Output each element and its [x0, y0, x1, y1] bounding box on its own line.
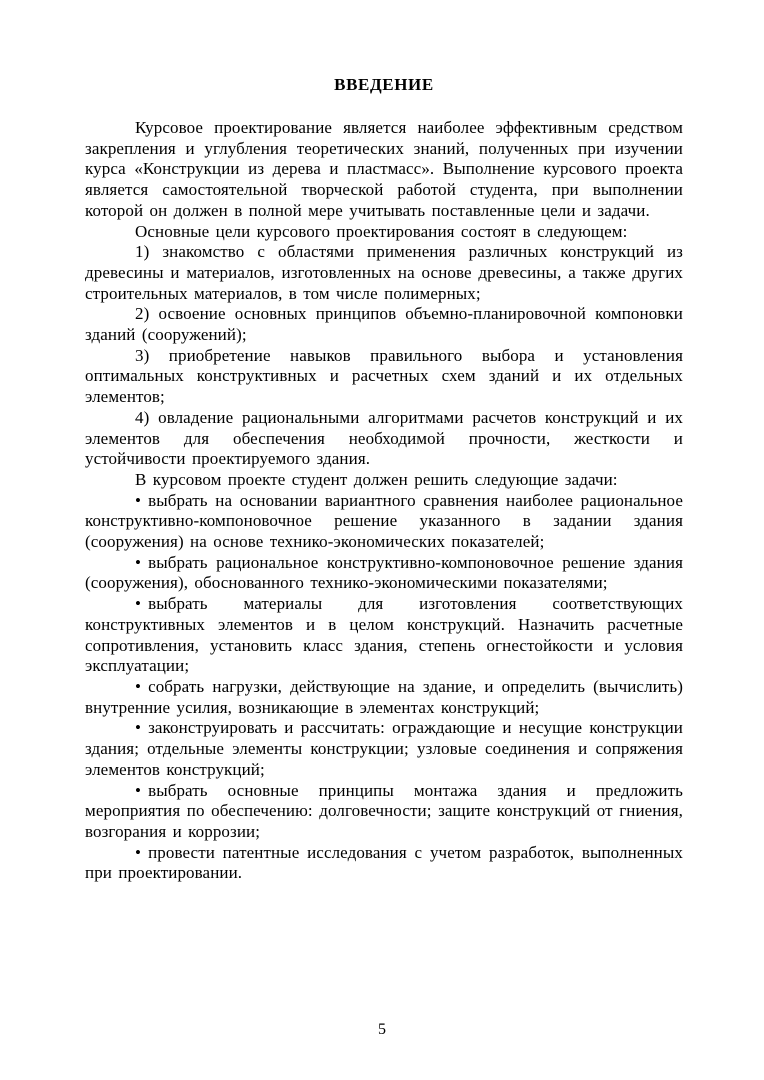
paragraph: В курсовом проекте студент должен решить следующие задачи: — [135, 469, 618, 489]
page-title: ВВЕДЕНИЕ — [334, 75, 434, 94]
bullet-marker: • — [135, 718, 142, 738]
bullet-marker: • — [135, 780, 142, 800]
bullet-item-text: законструировать и рассчитать: ограждающие и несущие конструкции здания; отдельные элементы конструкции; узловые соединения и сопряжения элементов конструкций; — [85, 718, 683, 779]
bullet-marker: • — [135, 594, 142, 614]
document-body — [85, 118, 683, 884]
bullet-item — [85, 718, 683, 780]
numbered-item: 1) знакомство с областями применения различных конструкций из древесины и материалов, изготовленных на основе древесины, а также других строительных материалов, в том числе полимерных; — [85, 242, 683, 303]
document-content — [85, 74, 683, 884]
bullet-marker: • — [135, 676, 142, 696]
bullet-item — [85, 677, 683, 718]
paragraph: Курсовое проектирование является наиболее эффективным средством закрепления и углубления теоретических знаний, полученных при изучении курса «Конструкции из дерева и пластмасс». Выполнение курсового проекта является самостоятельной творческой работой студента, при выполнении которой он должен в полной мере учитывать поставленные цели и задачи. — [85, 118, 683, 220]
page-number: 5 — [378, 1021, 386, 1038]
bullet-item-text: выбрать рациональное конструктивно-компоновочное решение здания (сооружения), обоснованного технико-экономическими показателями; — [85, 552, 683, 593]
bullet-item-text: собрать нагрузки, действующие на здание, и определить (вычислить) внутренние усилия, возникающие в элементах конструкций; — [85, 676, 683, 717]
bullet-item — [85, 553, 683, 594]
bullet-marker: • — [135, 552, 142, 572]
bullet-item-text: провести патентные исследования с учетом разработок, выполненных при проектировании. — [85, 842, 683, 883]
numbered-item: 4) овладение рациональными алгоритмами расчетов конструкций и их элементов для обеспечения необходимой прочности, жесткости и устойчивости проектируемого здания. — [85, 407, 683, 469]
bullet-item-text: выбрать материалы для изготовления соответствующих конструктивных элементов и в целом конструкций. Назначить расчетные сопротивления, установить класс здания, степень огнестойкости и условия эксплуатации; — [85, 594, 683, 676]
paragraph: Основные цели курсового проектирования состоят в следующем: — [135, 221, 628, 241]
bullet-marker: • — [135, 842, 142, 862]
bullet-item — [85, 491, 683, 553]
numbered-item: 3) приобретение навыков правильного выбора и установления оптимальных конструктивных и расчетных схем зданий и их отдельных элементов; — [85, 345, 683, 407]
bullet-item — [85, 594, 683, 677]
bullet-item-text: выбрать на основании вариантного сравнения наиболее рациональное конструктивно-компоновочное решение указанного в задании здания (сооружения) на основе технико-экономических показателей; — [85, 490, 683, 552]
bullet-item — [85, 843, 683, 884]
numbered-item: 2) освоение основных принципов объемно-планировочной компоновки зданий (сооружений); — [85, 304, 683, 345]
bullet-marker: • — [135, 490, 142, 510]
bullet-item-text: выбрать основные принципы монтажа здания и предложить мероприятия по обеспечению: долговечности; защите конструкций от гниения, возгорания и коррозии; — [85, 780, 683, 841]
bullet-item — [85, 781, 683, 843]
